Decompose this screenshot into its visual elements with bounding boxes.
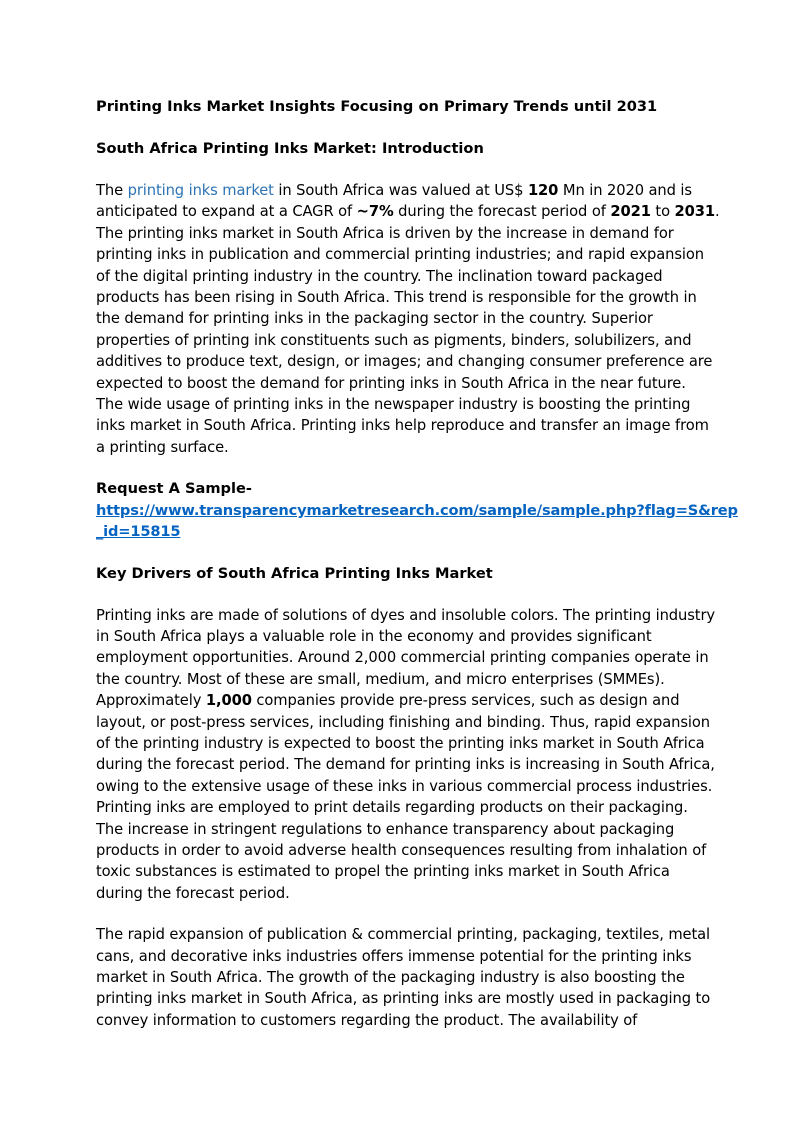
intro-line-2	[96, 201, 720, 222]
text-run: to	[650, 203, 675, 221]
intro-line: The printing inks market in South Africa is driven by the increase in demand for	[96, 224, 674, 242]
drivers-line: the country. Most of these are small, medium, and micro enterprises (SMMEs).	[96, 670, 665, 688]
document-title: Printing Inks Market Insights Focusing on Primary Trends until 2031	[96, 98, 658, 115]
intro-line: inks market in South Africa. Printing inks help reproduce and transfer an image from	[96, 417, 709, 435]
request-sample-label: Request A Sample-	[96, 480, 252, 498]
drivers-paragraph	[96, 605, 715, 905]
drivers-line: during the forecast period. The demand for printing inks is increasing in South Africa,	[96, 756, 715, 774]
drivers-line: Printing inks are employed to print details regarding products on their packaging.	[96, 799, 688, 817]
text-run: .	[715, 203, 720, 221]
drivers-line: of the printing industry is expected to boost the printing inks market in South Africa	[96, 734, 705, 752]
drivers-line: products in order to avoid adverse health consequences resulting from inhalation of	[96, 841, 707, 859]
expansion-paragraph	[96, 924, 711, 1031]
intro-line: of the digital printing industry in the country. The inclination toward packaged	[96, 267, 663, 285]
intro-heading: South Africa Printing Inks Market: Introduction	[96, 140, 484, 157]
intro-line: products has been rising in South Africa. This trend is responsible for the growth in	[96, 289, 697, 307]
intro-line: a printing surface.	[96, 438, 229, 456]
intro-line: expected to boost the demand for printing inks in South Africa in the near future.	[96, 374, 686, 392]
drivers-line: toxic substances is estimated to propel the printing inks market in South Africa	[96, 863, 670, 881]
drivers-line: The increase in stringent regulations to enhance transparency about packaging	[96, 820, 675, 838]
intro-line: the demand for printing inks in the packaging sector in the country. Superior	[96, 310, 653, 328]
drivers-line: Printing inks are made of solutions of dyes and insoluble colors. The printing industry	[96, 606, 715, 624]
text-run: Mn in 2020 and is	[558, 182, 692, 199]
forecast-end-year: 2031	[674, 203, 716, 221]
intro-line: The wide usage of printing inks in the newspaper industry is boosting the printing	[96, 396, 691, 414]
request-sample-block	[96, 478, 738, 542]
expansion-line: cans, and decorative inks industries offers immense potential for the printing inks	[96, 947, 692, 965]
expansion-line: convey information to customers regarding the product. The availability of	[96, 1011, 638, 1029]
prepress-companies-count: 1,000	[205, 692, 252, 710]
expansion-line: printing inks market in South Africa, as printing inks are mostly used in packaging to	[96, 990, 711, 1008]
text-run: anticipated to expand at a CAGR of	[96, 203, 357, 221]
market-value: 120	[527, 182, 559, 199]
drivers-heading: Key Drivers of South Africa Printing Inks Market	[96, 564, 493, 582]
intro-line: additives to produce text, design, or images; and changing consumer preference are	[96, 353, 713, 371]
intro-paragraph	[96, 180, 720, 458]
intro-line: printing inks in publication and commercial printing industries; and rapid expansion	[96, 246, 705, 264]
drivers-line: owing to the extensive usage of these inks in various commercial process industries.	[96, 777, 713, 795]
sample-link-line-1[interactable]: https://www.transparencymarketresearch.com/sample/sample.php?flag=S&rep	[96, 501, 738, 519]
expansion-line: The rapid expansion of publication & commercial printing, packaging, textiles, metal	[96, 926, 711, 944]
document-page	[96, 96, 738, 1051]
intro-line: properties of printing ink constituents such as pigments, binders, solubilizers, and	[96, 331, 692, 349]
intro-line-1	[96, 180, 700, 201]
text-run: The	[96, 182, 128, 199]
drivers-line: employment opportunities. Around 2,000 commercial printing companies operate in	[96, 649, 709, 667]
expansion-line: market in South Africa. The growth of the packaging industry is also boosting the	[96, 969, 685, 986]
text-run: during the forecast period of	[393, 203, 611, 221]
text-run: in South Africa was valued at US$	[273, 182, 528, 199]
drivers-line: in South Africa plays a valuable role in the economy and provides significant	[96, 627, 652, 645]
text-run: Approximately	[96, 692, 206, 710]
cagr-value: ~7%	[356, 203, 394, 221]
sample-link-line-2[interactable]: _id=15815	[96, 523, 181, 541]
text-run: companies provide pre-press services, such as design and	[251, 692, 680, 710]
printing-inks-market-link[interactable]: printing inks market	[127, 182, 274, 199]
drivers-line: during the forecast period.	[96, 884, 290, 902]
drivers-line: layout, or post-press services, including finishing and binding. Thus, rapid expansion	[96, 713, 710, 731]
forecast-start-year: 2021	[610, 203, 651, 221]
drivers-line-5	[96, 690, 700, 711]
